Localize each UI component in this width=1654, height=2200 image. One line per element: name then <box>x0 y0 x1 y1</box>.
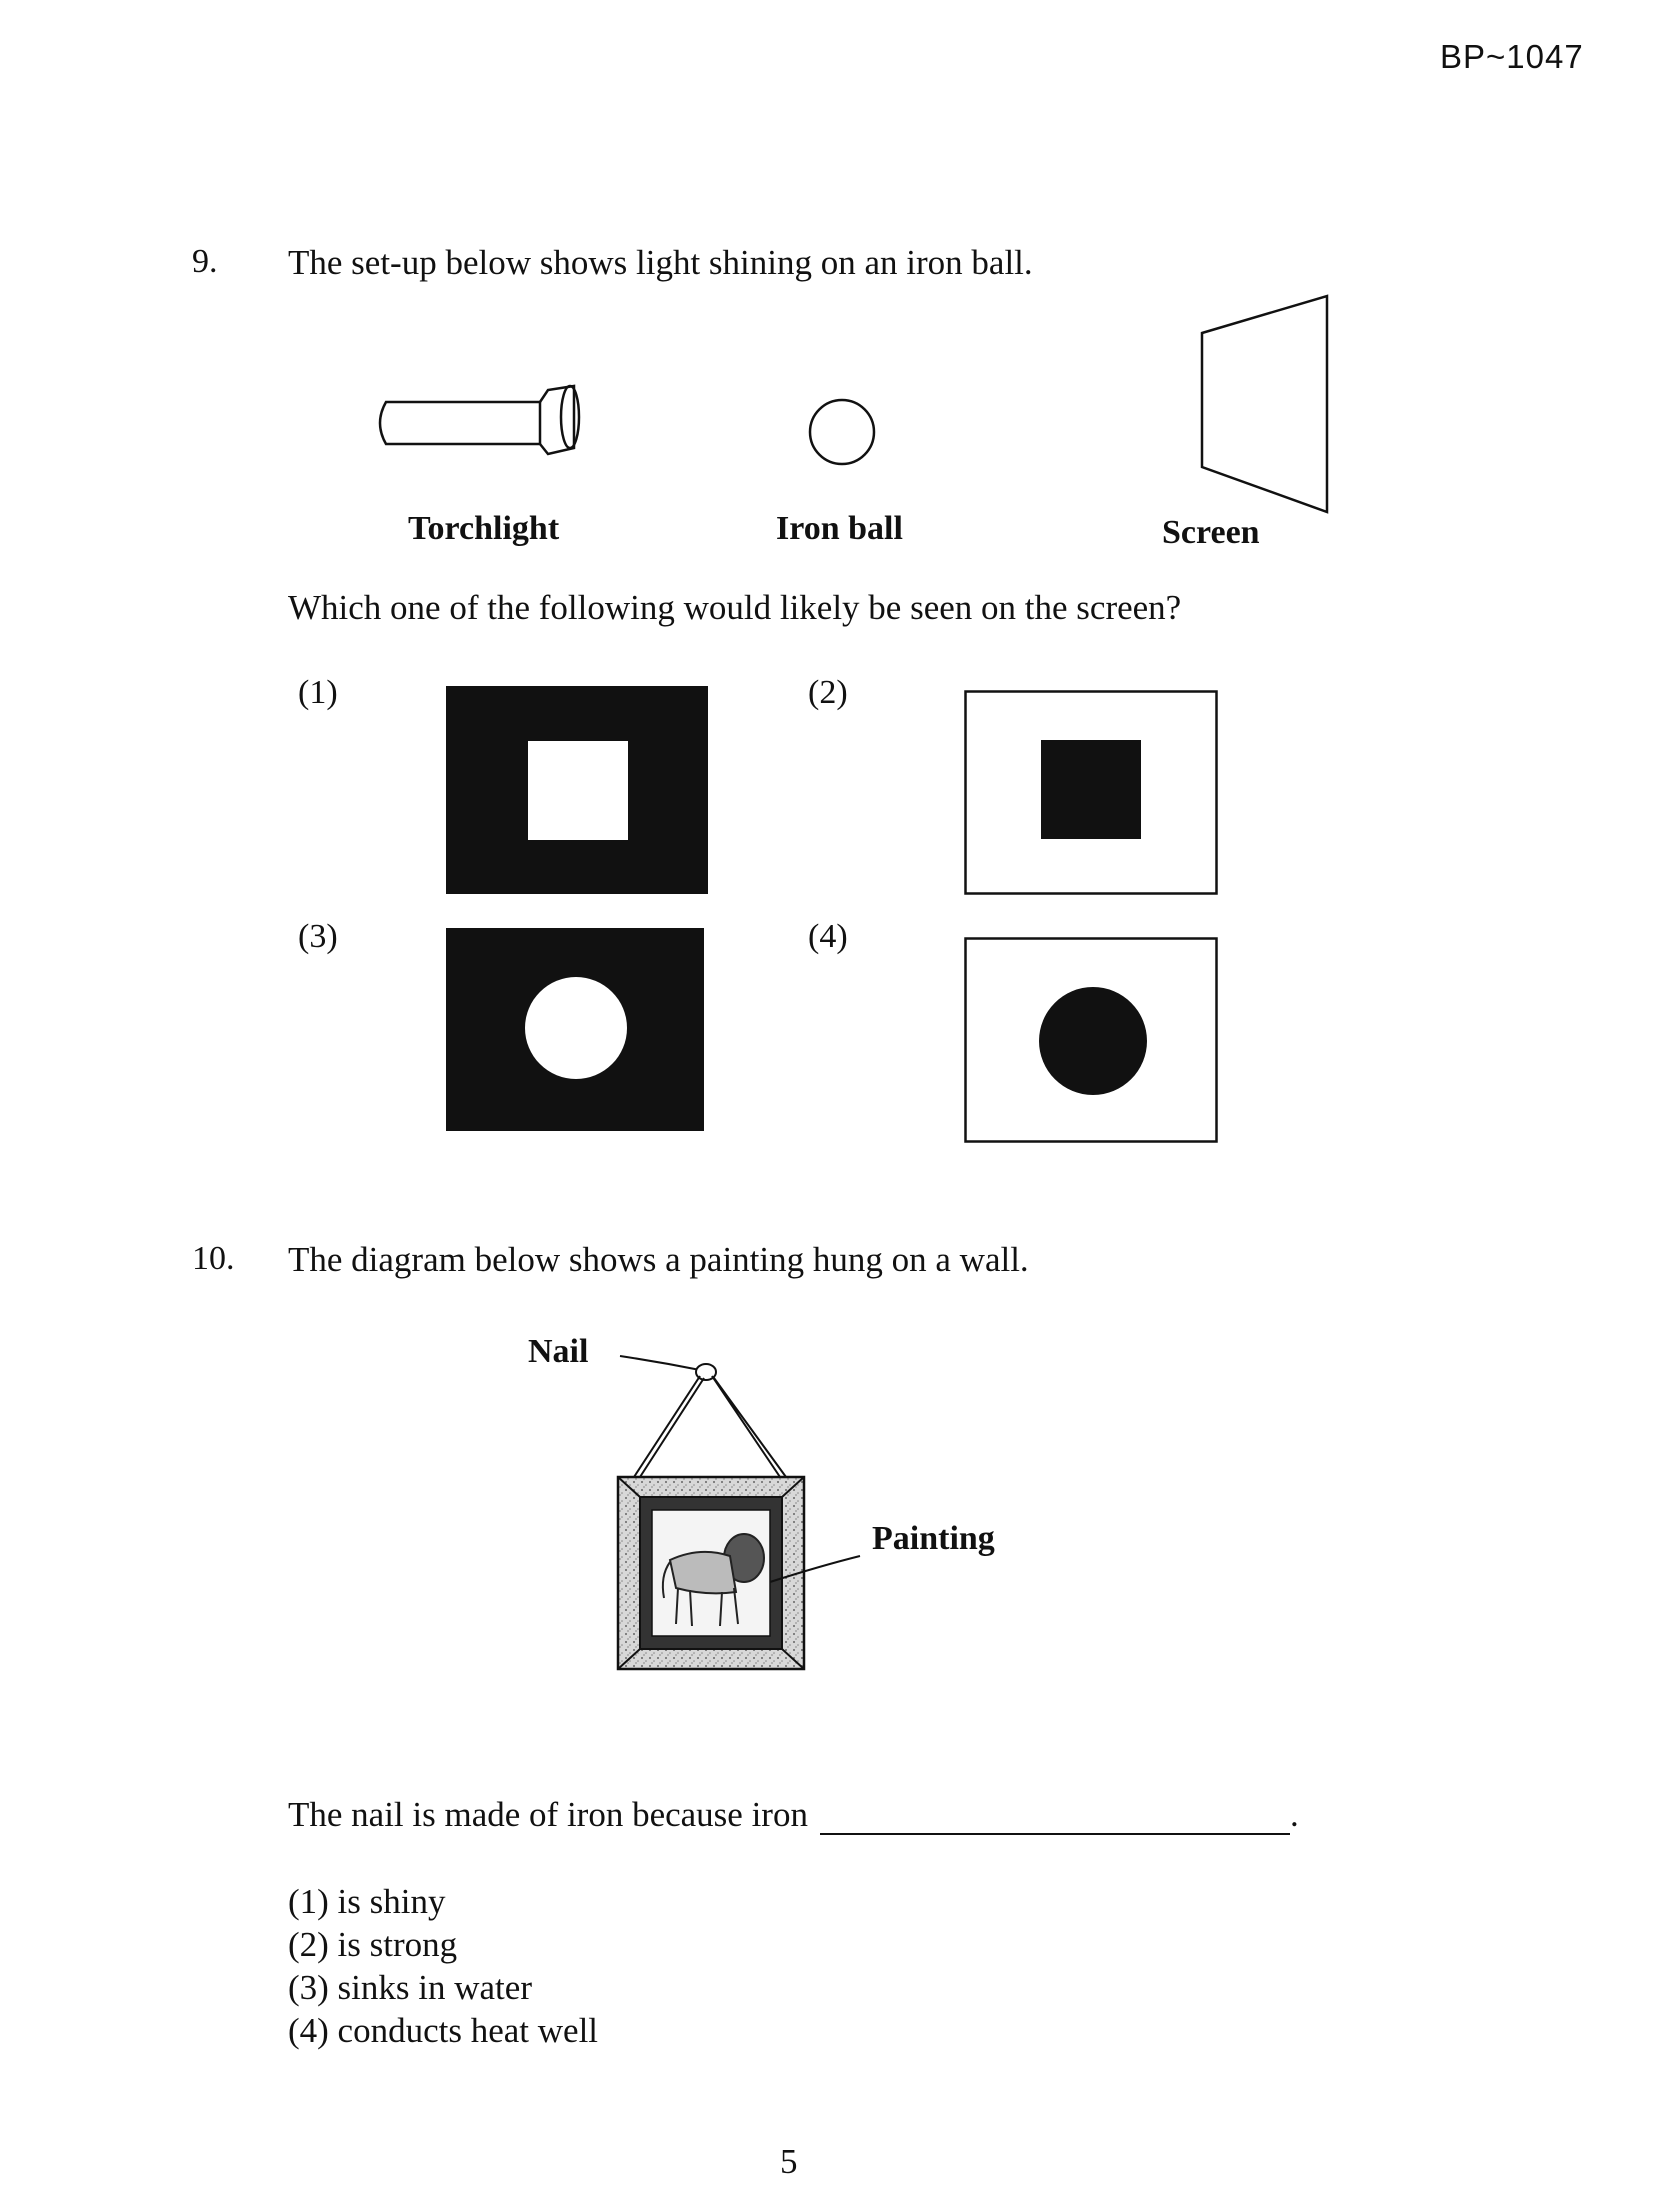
page-number: 5 <box>780 2142 798 2181</box>
q10-choices <box>288 1880 598 2052</box>
q10-choice-2: (2) is strong <box>288 1925 458 1964</box>
paper-code: BP~1047 <box>1440 38 1584 75</box>
q9-option-2-label: (2) <box>808 674 848 711</box>
painting-label: Painting <box>872 1520 995 1557</box>
iron-ball-label: Iron ball <box>776 510 903 547</box>
q9-option-3-label: (3) <box>298 918 338 955</box>
torchlight-label: Torchlight <box>408 510 560 547</box>
q10-sentence-end: . <box>1289 1795 1299 1834</box>
q10-choice-1: (1) is shiny <box>288 1882 446 1921</box>
q10-choice-3: (3) sinks in water <box>288 1968 532 2007</box>
hanging-string <box>634 1376 786 1477</box>
q10-sentence-text: The nail is made of iron because iron <box>288 1795 808 1834</box>
screen-label: Screen <box>1162 514 1260 551</box>
answer-blank[interactable] <box>820 1795 1290 1835</box>
q10-sentence <box>288 1795 1299 1835</box>
q9-question: Which one of the following would likely be seen on the screen? <box>288 588 1182 627</box>
nail-leader-line <box>620 1356 700 1370</box>
nail-label: Nail <box>528 1333 589 1370</box>
q10-number: 10. <box>192 1240 235 1277</box>
q10-choice-4: (4) conducts heat well <box>288 2011 599 2050</box>
q9-stem: The set-up below shows light shining on an iron ball. <box>288 243 1033 282</box>
q10-stem: The diagram below shows a painting hung on a wall. <box>288 1240 1029 1279</box>
q9-option-4-label: (4) <box>808 918 848 955</box>
q9-option-1-label: (1) <box>298 674 338 711</box>
q9-number: 9. <box>192 243 218 280</box>
